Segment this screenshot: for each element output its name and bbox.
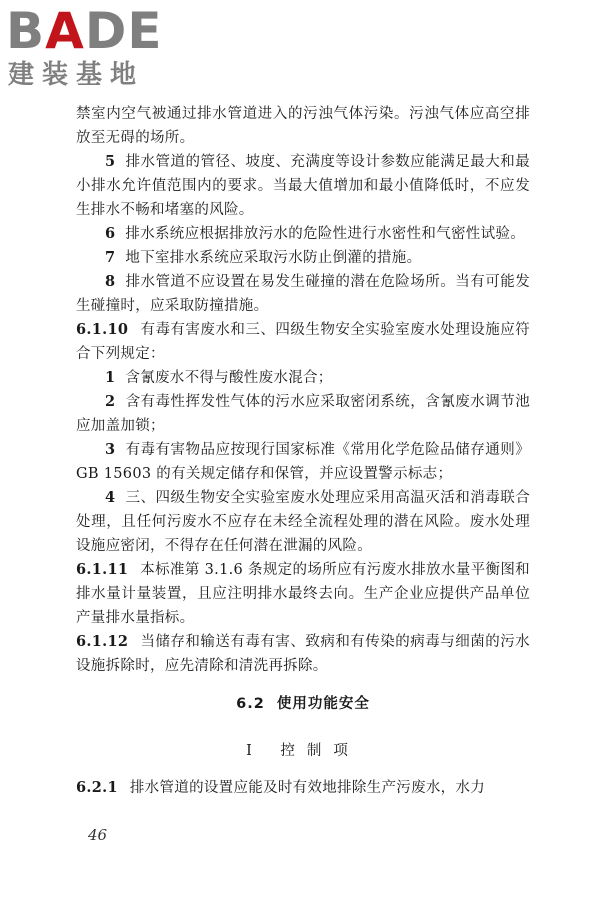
paragraph-item-5: 5 排水管道的管径、坡度、充满度等设计参数应能满足最大和最小排水允许值范围内的要求。当最大值增加和最小值降低时，不应发生排水不畅和堵塞的风险。 bbox=[76, 153, 530, 218]
logo-subtitle: 建装基地 bbox=[8, 60, 145, 90]
document-body bbox=[76, 102, 530, 800]
clause-6-1-10-item-3: 3 有毒有害物品应按现行国家标准《常用化学危险品储存通则》GB 15603 的有关规定储存和保管，并应设置警示标志； bbox=[76, 441, 530, 482]
paragraph-continued: 禁室内空气被通过排水管道进入的污浊气体污染。污浊气体应高空排放至无碍的场所。 bbox=[76, 106, 530, 146]
clause-6-1-10-item-4: 4 三、四级生物安全实验室废水处理应采用高温灭活和消毒联合处理，且任何污废水不应存在未经全流程处理的潜在风险。废水处理设施应密闭，不得存在任何潜在泄漏的风险。 bbox=[76, 489, 530, 554]
paragraph-item-7: 7 地下室排水系统应采取污水防止倒灌的措施。 bbox=[105, 249, 422, 266]
subsection-heading: Ⅰ 控制项 bbox=[246, 743, 360, 759]
logo-wordmark: BADE bbox=[6, 2, 163, 60]
clause-6-1-12: 6.1.12 当储存和输送有毒有害、致病和有传染的病毒与细菌的污水设施拆除时，应先清除和清洗再拆除。 bbox=[76, 633, 530, 674]
paragraph-item-8: 8 排水管道不应设置在易发生碰撞的潜在危险场所。当有可能发生碰撞时，应采取防撞措施。 bbox=[76, 273, 530, 314]
page-number: 46 bbox=[88, 826, 108, 844]
bade-logo bbox=[6, 4, 176, 92]
clause-6-1-11: 6.1.11 本标准第 3.1.6 条规定的场所应有污废水排放水量平衡图和排水量计量装置，且应注明排水最终去向。生产企业应提供产品单位产量排水量指标。 bbox=[76, 561, 530, 626]
clause-6-1-10: 6.1.10 有毒有害废水和三、四级生物安全实验室废水处理设施应符合下列规定： bbox=[76, 321, 530, 362]
section-heading: 6.2 使用功能安全 bbox=[236, 696, 370, 712]
clause-6-1-10-item-2: 2 含有毒性挥发性气体的污水应采取密闭系统，含氰废水调节池应加盖加锁； bbox=[76, 393, 530, 434]
clause-6-1-10-item-1: 1 含氰废水不得与酸性废水混合； bbox=[105, 369, 333, 386]
clause-6-2-1: 6.2.1 排水管道的设置应能及时有效地排除生产污废水，水力 bbox=[76, 779, 486, 796]
paragraph-item-6: 6 排水系统应根据排放污水的危险性进行水密性和气密性试验。 bbox=[105, 225, 525, 242]
